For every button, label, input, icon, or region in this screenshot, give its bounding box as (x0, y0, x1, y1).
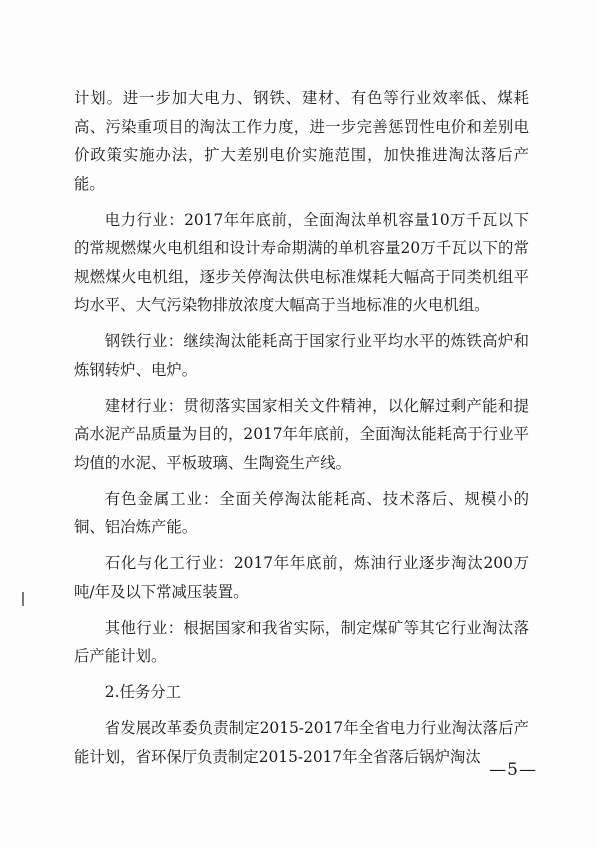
paragraph-power-industry: 电力行业：2017年年底前，全面淘汰单机容量10万千瓦以下的常规燃煤火电机组和设计寿命期满的单机容量20万千瓦以下的常规燃煤火电机组，逐步关停淘汰供电标准煤耗大幅高于同类机组平均水平、大气污染物排放浓度大幅高于当地标准的火电机组。 (74, 210, 529, 314)
paragraph-petrochemical: 石化与化工行业：2017年年底前，炼油行业逐步淘汰200万吨/年及以下常减压装置。 (74, 554, 529, 601)
paragraph-intro-continuation: 计划。进一步加大电力、钢铁、建材、有色等行业效率低、煤耗高、污染重项目的淘汰工作力度，进一步完善惩罚性电价和差别电价政策实施办法，扩大差别电价实施范围，加快推进淘汰落后产能。 (74, 89, 529, 193)
scan-artifact-mark (22, 592, 24, 606)
paragraph-task-division: 省发展改革委负责制定2015-2017年全省电力行业淘汰落后产能计划，省环保厅负责制定2015-2017年全省落后锅炉淘汰 (74, 719, 529, 766)
document-body (74, 84, 529, 779)
section-heading-task-division: 2.任务分工 (104, 683, 182, 701)
paragraph-nonferrous-metals: 有色金属工业：全面关停淘汰能耗高、技术落后、规模小的铜、铝冶炼产能。 (74, 489, 529, 536)
paragraph-building-materials: 建材行业：贯彻落实国家相关文件精神，以化解过剩产能和提高水泥产品质量为目的，2017年年底前，全面淘汰能耗高于行业平均值的水泥、平板玻璃、生陶瓷生产线。 (74, 396, 529, 472)
paragraph-steel-industry: 钢铁行业：继续淘汰能耗高于国家行业平均水平的炼铁高炉和炼钢转炉、电炉。 (74, 332, 529, 379)
paragraph-other-industries: 其他行业：根据国家和我省实际，制定煤矿等其它行业淘汰落后产能计划。 (74, 618, 529, 665)
page-number: —5— (489, 760, 537, 780)
